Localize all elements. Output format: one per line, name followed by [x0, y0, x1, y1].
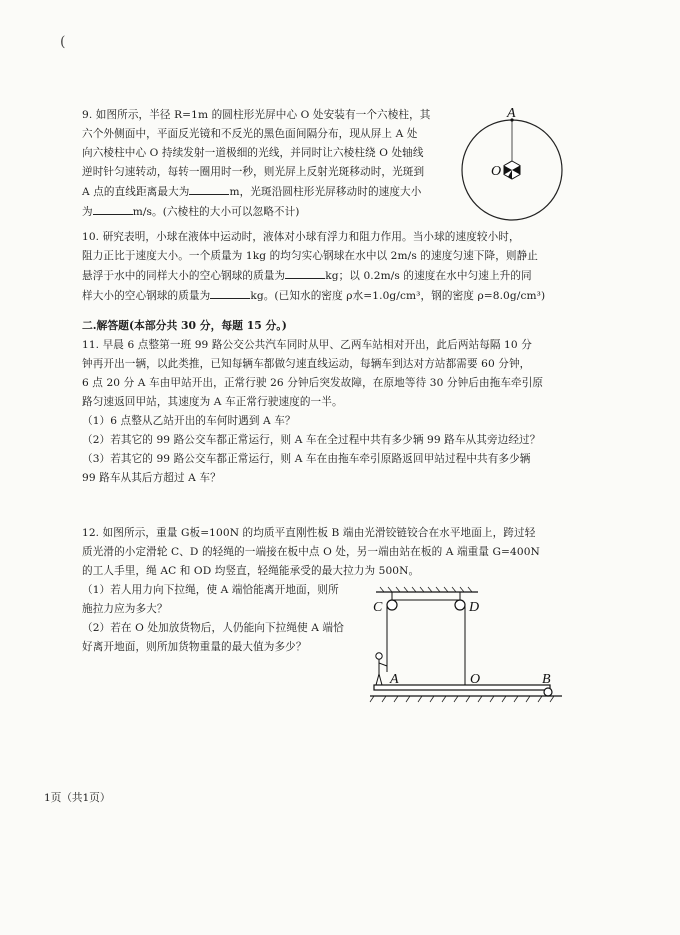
corner-mark: (	[60, 34, 66, 50]
q12-line: 质光滑的小定滑轮 C、D 的轻绳的一端接在板中点 O 处，另一端由站在板的 A 端重量 G=400N	[82, 546, 540, 558]
q11-line: 6 点 20 分 A 车由甲站开出，正常行驶 26 分钟后突发故障，在原地等待 30 分钟后由拖车牵引原	[82, 377, 544, 389]
q9-line: 六个外侧面中，平面反光镜和不反光的黑色面间隔分布，现从屏上 A 处	[82, 128, 418, 140]
label-d: D	[469, 600, 480, 615]
q11-line: （1）6 点整从乙站开出的车何时遇到 A 车？	[82, 415, 296, 427]
pulley-c	[387, 600, 397, 610]
label-a: A	[390, 672, 399, 687]
q9-line: A 点的直线距离最大为 m，光斑沿圆柱形光屏移动时的速度大小	[82, 182, 462, 202]
label-a: A	[507, 106, 516, 121]
q9-line: 逆时针匀速转动，每转一圈用时一秒，则光屏上反射光斑移动时，光斑到	[82, 166, 425, 178]
q10-line: 10. 研究表明，小球在液体中运动时，液体对小球有浮力和阻力作用。当小球的速度较小时，	[82, 231, 520, 243]
label-o: O	[491, 164, 502, 179]
pulley-d	[455, 600, 465, 610]
answer-blank[interactable]	[189, 182, 229, 195]
page-footer: 1页（共1页）	[44, 792, 111, 804]
q9-line: 9. 如图所示，半径 R=1m 的圆柱形光屏中心 O 处安装有一个六棱柱，其	[82, 109, 431, 121]
q11-line: （2）若其它的 99 路公交车都正常运行，则 A 车在全过程中共有多少辆 99 路车从其旁边经过？	[82, 434, 541, 446]
answer-blank[interactable]	[93, 202, 133, 215]
q12-line: 12. 如图所示，重量 G板=100N 的均质平直刚性板 B 端由光滑铰链铰合在水平地面上，跨过轻	[82, 527, 536, 539]
ground-hatch	[370, 696, 554, 702]
q11-line: 99 路车从其后方超过 A 车？	[82, 472, 221, 484]
q10-line: 阻力正比于速度大小。一个质量为 1kg 的均匀实心钢球在水中以 2m/s 的速度匀速下降，则静止	[82, 250, 538, 262]
question-9	[82, 106, 462, 222]
label-o: O	[470, 672, 481, 687]
question-12	[82, 524, 622, 581]
q12-line: 施拉力应为多大？	[82, 603, 168, 615]
q12-line: 的工人手里，绳 AC 和 OD 均竖直，轻绳能承受的最大拉力为 500N。	[82, 565, 420, 577]
q9-line: 为 m/s。(六棱柱的大小可以忽略不计)	[82, 202, 462, 222]
label-c: C	[373, 600, 383, 615]
hinge-b	[544, 688, 552, 696]
ceiling-hatch	[380, 587, 472, 592]
q11-line: 11. 早晨 6 点整第一班 99 路公交公共汽车同时从甲、乙两车站相对开出，此后两站每隔 10 分	[82, 339, 532, 351]
q12-line: 好离开地面，则所加货物重量的最大值为多少？	[82, 641, 307, 653]
label-b: B	[542, 672, 551, 687]
answer-blank[interactable]	[285, 266, 325, 279]
q11-line: 钟再开出一辆，以此类推，已知每辆车都做匀速直线运动，每辆车到达对方站都需要 60 分钟，	[82, 358, 531, 370]
q12-line: （1）若人用力向下拉绳，使 A 端恰能离开地面，则所	[82, 584, 339, 596]
section-title: 二.解答题(本部分共 30 分，每题 15 分。)	[82, 319, 287, 332]
question-12-parts	[82, 581, 382, 657]
q11-line: （3）若其它的 99 路公交车都正常运行，则 A 车在由拖车牵引原路返回甲站过程中共有多少辆	[82, 453, 531, 465]
q12-figure	[368, 586, 564, 704]
q9-figure	[462, 108, 572, 224]
q10-line: 悬浮于水中的同样大小的空心钢球的质量为 kg；以 0.2m/s 的速度在水中匀速上升的同	[82, 266, 612, 286]
question-11	[82, 336, 622, 488]
q11-line: 路匀速返回甲站，其速度为 A 车正常行驶速度的一半。	[82, 396, 343, 408]
question-10	[82, 228, 612, 306]
answer-blank[interactable]	[210, 286, 250, 299]
worker-figure	[376, 653, 387, 685]
rigid-plank	[374, 685, 550, 690]
q10-line: 样大小的空心钢球的质量为 kg。(已知水的密度 ρ水=1.0g/cm³，钢的密度 ρ=8.0g/cm³)	[82, 286, 612, 306]
q9-line: 向六棱柱中心 O 持续发射一道极细的光线，并同时让六棱柱绕 O 处轴线	[82, 147, 424, 159]
q12-line: （2）若在 O 处加放货物后，人仍能向下拉绳使 A 端恰	[82, 622, 344, 634]
